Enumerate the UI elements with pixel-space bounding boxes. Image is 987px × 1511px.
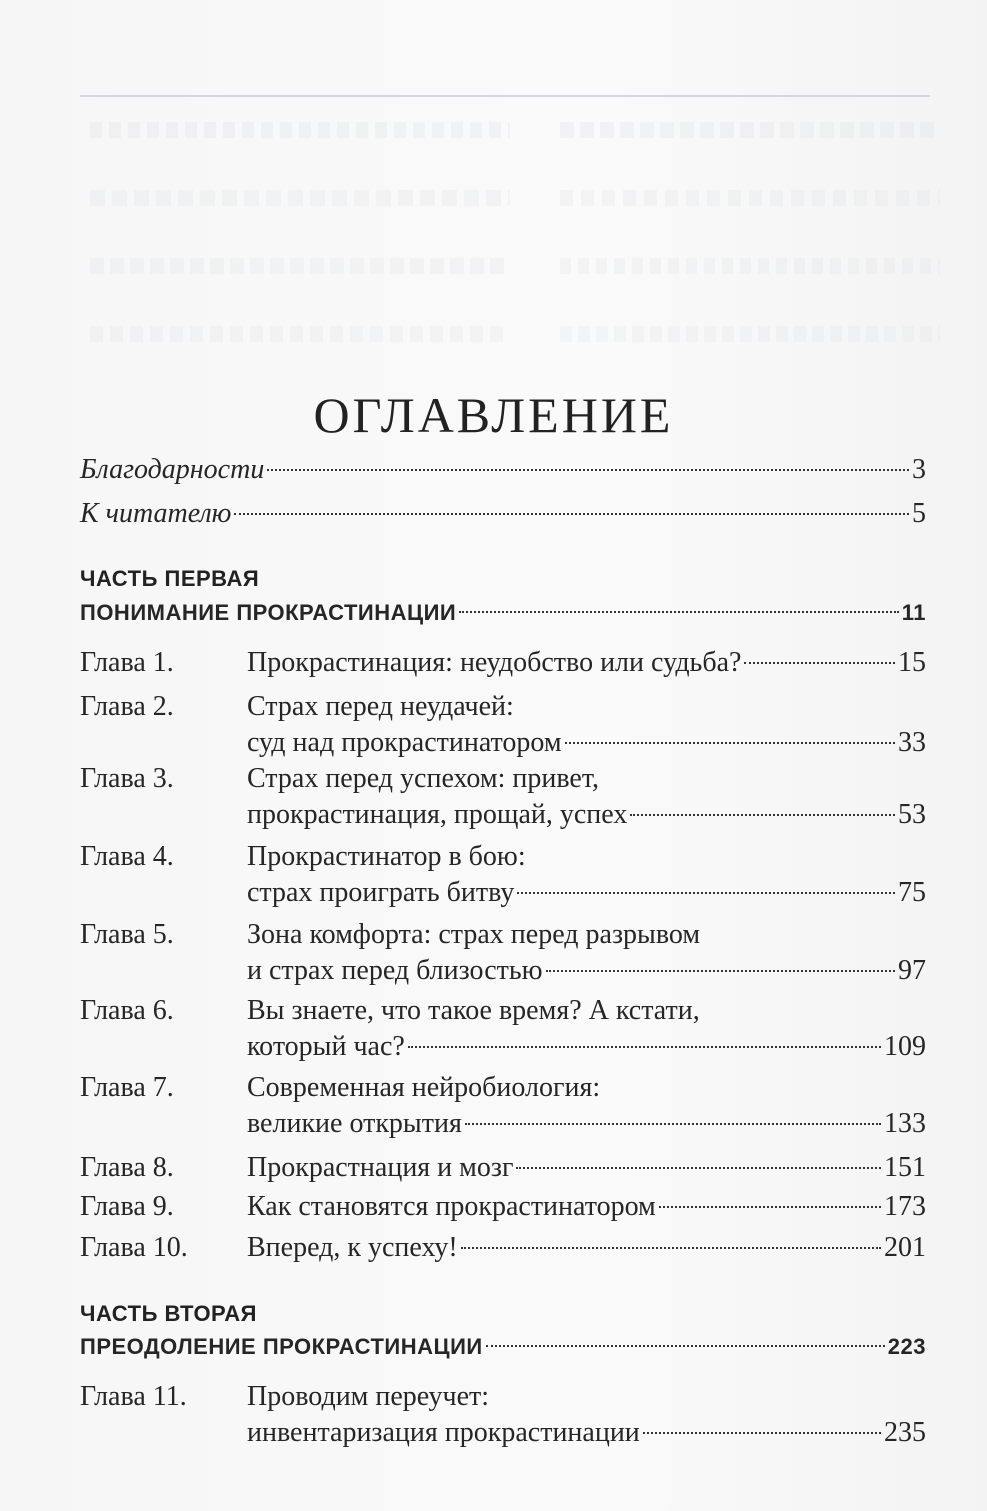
chapter-number: Глава 2. <box>80 691 174 722</box>
chapter-title-line: Зона комфорта: страх перед разрывом <box>247 919 701 950</box>
chapter-title: Как становятся прокрастинатором <box>247 1191 656 1222</box>
chapter-2 <box>80 689 926 758</box>
chapter-6 <box>80 993 926 1062</box>
chapter-title-line: Проводим переучет: <box>247 1381 490 1412</box>
toc-entry-page: 3 <box>912 454 926 485</box>
toc-entry-page: 5 <box>912 498 926 529</box>
dot-leader <box>630 814 895 816</box>
dot-leader <box>517 892 895 894</box>
chapter-page: 173 <box>884 1191 926 1222</box>
chapter-number: Глава 11. <box>80 1381 187 1412</box>
part-2-title-row <box>80 1329 926 1365</box>
chapter-7 <box>80 1070 926 1139</box>
dot-leader <box>234 513 909 515</box>
chapter-page: 15 <box>898 647 926 678</box>
chapter-page: 75 <box>898 877 926 908</box>
chapter-title-line: Вы знаете, что такое время? А кстати, <box>247 995 700 1026</box>
part-1-title-row <box>80 595 926 631</box>
dot-leader <box>643 1432 881 1434</box>
toc-entry-label: К читателю <box>80 498 232 529</box>
chapter-title: инвентаризация прокрастинации <box>247 1417 640 1448</box>
page-title: ОГЛАВЛЕНИЕ <box>313 386 674 443</box>
chapter-page: 97 <box>898 955 926 986</box>
chapter-title-line: Современная нейробиология: <box>247 1072 601 1103</box>
chapter-title: Вперед, к успеху! <box>247 1232 458 1263</box>
chapter-title: суд над прокрастинатором <box>247 727 562 758</box>
chapter-page: 53 <box>898 799 926 830</box>
toc-entry-to-reader <box>80 496 926 532</box>
chapter-8 <box>80 1150 926 1186</box>
chapter-number: Глава 1. <box>80 647 174 678</box>
dot-leader <box>461 1247 881 1249</box>
chapter-page: 33 <box>898 727 926 758</box>
chapter-9 <box>80 1189 926 1225</box>
chapter-title-line: Страх перед неудачей: <box>247 691 514 722</box>
part-2-label: ЧАСТЬ ВТОРАЯ <box>80 1301 257 1326</box>
dot-leader <box>744 662 895 664</box>
chapter-title: который час? <box>247 1031 405 1062</box>
chapter-number: Глава 3. <box>80 763 174 794</box>
chapter-number: Глава 10. <box>80 1232 188 1263</box>
part-1-label: ЧАСТЬ ПЕРВАЯ <box>80 566 260 591</box>
chapter-page: 201 <box>884 1232 926 1263</box>
chapter-title: и страх перед близостью <box>247 955 543 986</box>
dot-leader <box>267 469 909 471</box>
chapter-1 <box>80 645 926 681</box>
chapter-10 <box>80 1230 926 1266</box>
part-1-page: 11 <box>901 600 926 625</box>
toc-entry-label: Благодарности <box>80 454 265 485</box>
chapter-number: Глава 8. <box>80 1152 174 1183</box>
chapter-title-line: Страх перед успехом: привет, <box>247 763 599 794</box>
chapter-number: Глава 6. <box>80 995 174 1026</box>
chapter-5 <box>80 917 926 986</box>
chapter-page: 133 <box>884 1108 926 1139</box>
dot-leader <box>459 611 899 613</box>
dot-leader <box>465 1123 881 1125</box>
chapter-title-line: Прокрастинатор в бою: <box>247 841 526 872</box>
dot-leader <box>486 1345 885 1347</box>
dot-leader <box>516 1167 881 1169</box>
chapter-number: Глава 5. <box>80 919 174 950</box>
chapter-title: великие открытия <box>247 1108 462 1139</box>
chapter-page: 235 <box>884 1417 926 1448</box>
part-2-title: ПРЕОДОЛЕНИЕ ПРОКРАСТИНАЦИИ <box>80 1334 483 1359</box>
chapter-title: Прокрастнация и мозг <box>247 1152 514 1183</box>
toc-entry-acknowledgements <box>80 452 926 488</box>
chapter-3 <box>80 761 926 830</box>
chapter-number: Глава 9. <box>80 1191 174 1222</box>
dot-leader <box>565 742 895 744</box>
chapter-page: 109 <box>884 1031 926 1062</box>
header-rule <box>80 95 930 97</box>
chapter-page: 151 <box>884 1152 926 1183</box>
chapter-number: Глава 7. <box>80 1072 174 1103</box>
chapter-title: страх проиграть битву <box>247 877 515 908</box>
dot-leader <box>408 1046 881 1048</box>
chapter-number: Глава 4. <box>80 841 174 872</box>
chapter-4 <box>80 839 926 908</box>
dot-leader <box>546 970 895 972</box>
chapter-title: прокрастинация, прощай, успех <box>247 799 628 830</box>
part-1-title: ПОНИМАНИЕ ПРОКРАСТИНАЦИИ <box>80 600 457 625</box>
chapter-11 <box>80 1379 926 1448</box>
chapter-title: Прокрастинация: неудобство или судьба? <box>247 647 742 678</box>
dot-leader <box>659 1206 881 1208</box>
part-2-page: 223 <box>887 1334 926 1359</box>
